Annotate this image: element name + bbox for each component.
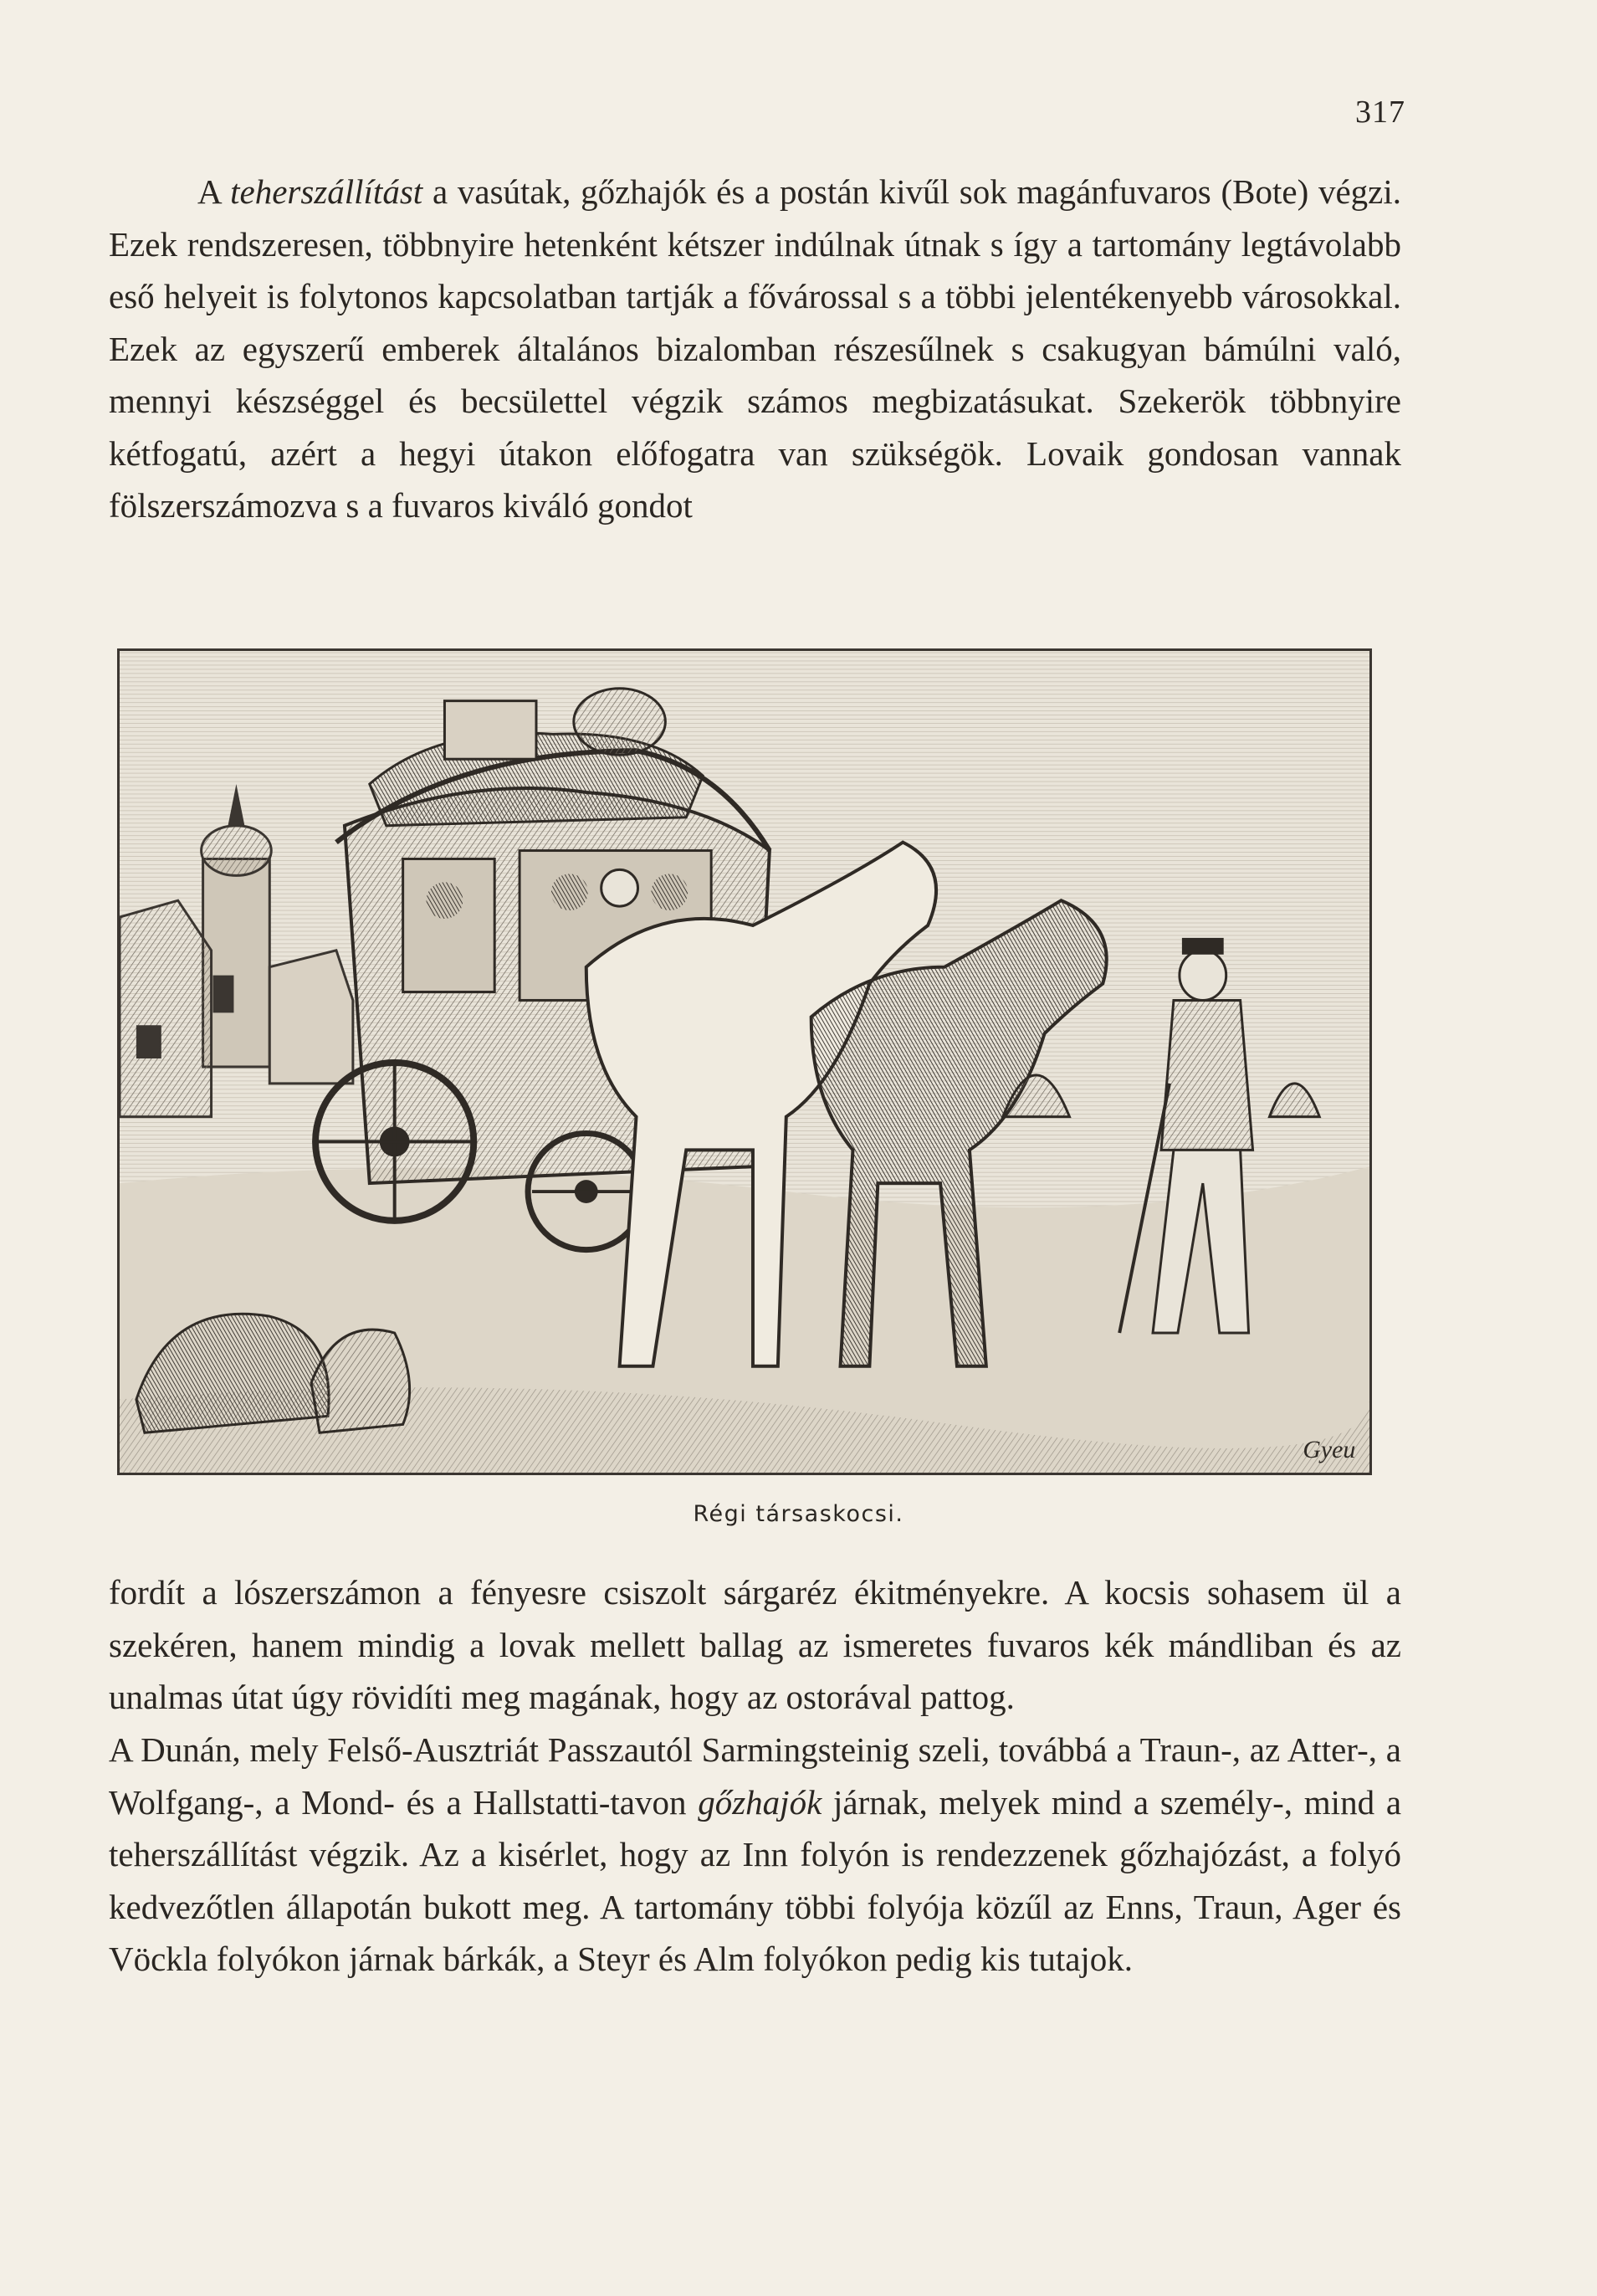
paragraph-1-text: a vasútak, gőzhajók és a postán kivűl sok magánfuvaros (Bote) végzi. Ezek rendszeresen, többnyire hetenként kétszer indúlnak útnak s így a tartomány legtávolabb eső helyeit is folytonos kapcsolatban tartják a fővárossal s a többi jelentékenyebb városokkal. Ezek az egyszerű emberek általános bizalomban részesűlnek s csakugyan bámúlni való, mennyi készséggel és becsülettel végzik számos megbizatásukat. Szekerök többnyire kétfogatú, azért a hegyi útakon előfogatra van szükségök. Lovaik gondosan vannak fölszerszámozva s a fuvaros kiváló gondot (109, 172, 1402, 525)
italic-term-teherszallitast: teherszállítást (230, 172, 423, 211)
paragraph-1-lead: A (197, 172, 221, 211)
italic-term-gozhajok: gőzhajók (698, 1782, 822, 1822)
page-number: 317 (1355, 95, 1405, 130)
paragraph-3-text-before: A Dunán, mely Felső-Ausztriát Passzautól Sarmingsteinig szeli, továbbá a Traun-, az Atter-, a Wolfgang-, a Mond- és a Hallstatti-tavon (109, 1730, 1401, 1822)
artist-signature: Gyeu (1303, 1436, 1356, 1464)
paragraph-3-text-after: járnak, melyek mind a személy-, mind a teherszállítást végzik. Az a kisérlet, hogy az Inn folyón is rendezzenek gőzhajózást, a folyó kedvezőtlen állapotán bukott meg. A tartomány többi folyója közűl az Enns, Traun, Ager és Vöckla folyókon járnak bárkák, a Steyr és Alm folyókon pedig kis tutajok. (109, 1782, 1402, 1978)
paragraph-2: fordít a lószerszámon a fényesre csiszolt sárgaréz ékitményekre. A kocsis sohasem ül a szekéren, hanem mindig a lovak mellett ballag az ismeretes fuvaros kék mándliban és az unalmas útat úgy rövidíti meg magának, hogy az ostorával pattog. (109, 1573, 1401, 1716)
stagecoach-engraving (120, 651, 1369, 1473)
figure-caption: Régi társaskocsi. (693, 1501, 904, 1527)
paragraph-3 (109, 1724, 1401, 1986)
paragraph-1 (109, 166, 1401, 532)
illustration-stagecoach (117, 648, 1372, 1475)
